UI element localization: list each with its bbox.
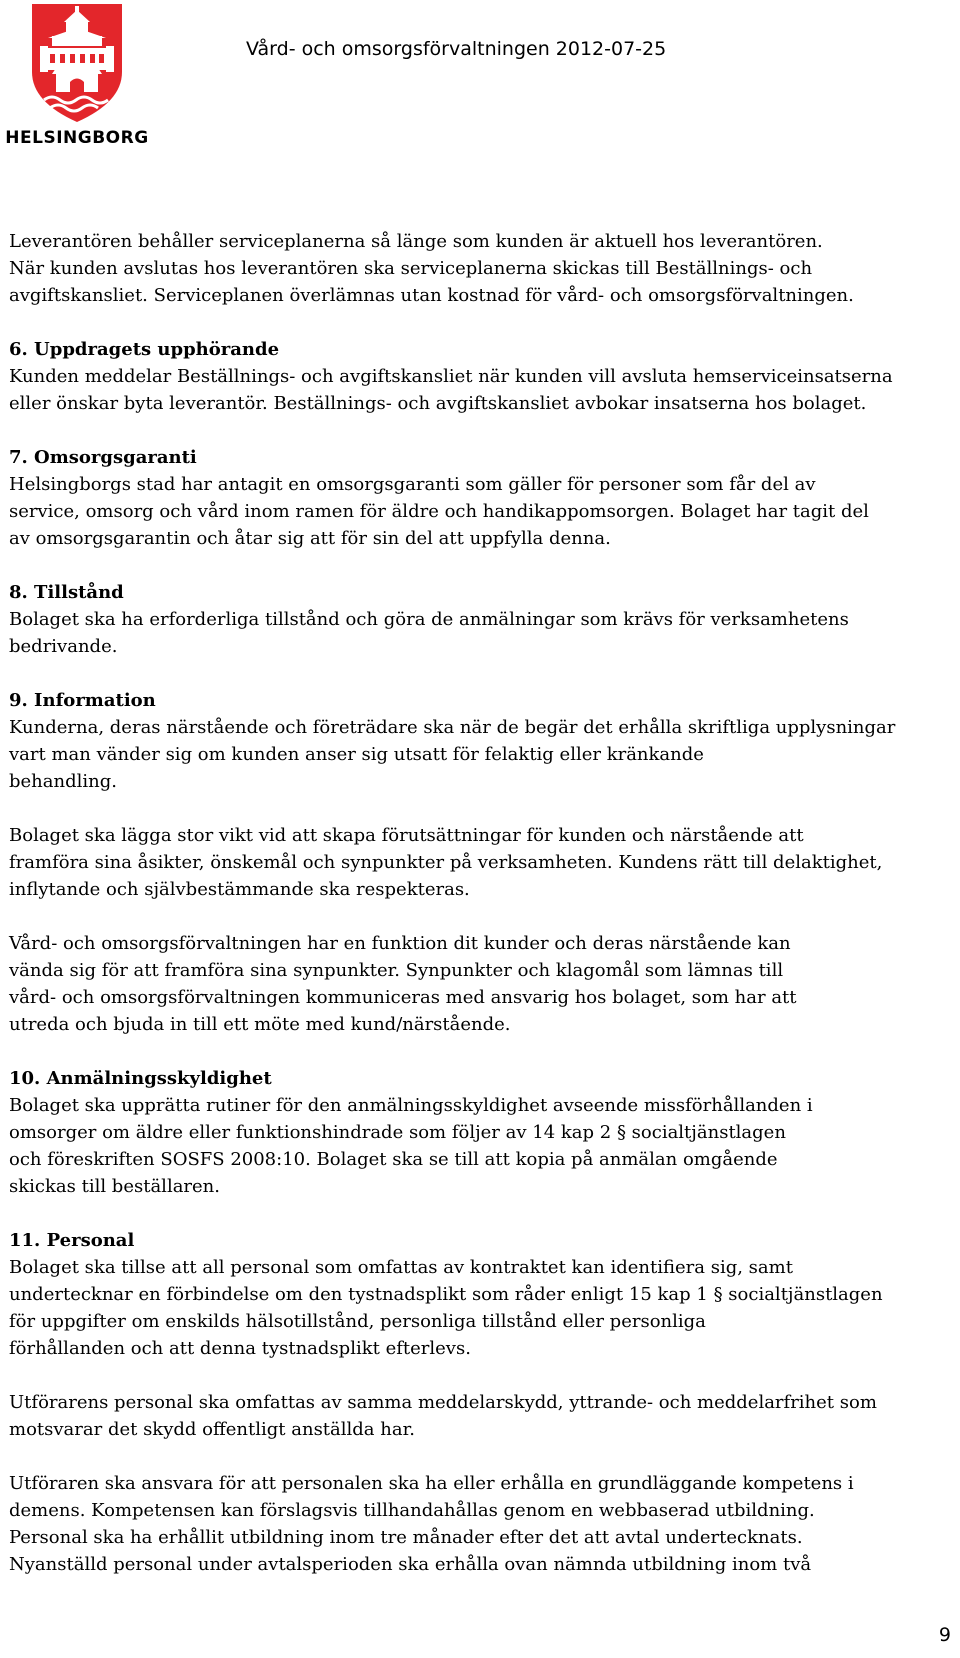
text-line: undertecknar en förbindelse om den tystnadsplikt som råder enligt 15 kap 1 § socialtjänstlagen xyxy=(9,1284,883,1305)
text-line: Nyanställd personal under avtalsperioden ska erhålla ovan nämnda utbildning inom två xyxy=(9,1554,812,1575)
section-heading: 10. Anmälningsskyldighet xyxy=(9,1068,272,1089)
page-number: 9 xyxy=(938,1624,951,1646)
text-line: omsorger om äldre eller funktionshindrade som följer av 14 kap 2 § socialtjänstlagen xyxy=(9,1122,786,1143)
text-line: behandling. xyxy=(9,771,117,792)
coat-of-arms-icon xyxy=(4,2,150,126)
section-9 xyxy=(9,687,954,795)
section-11-paragraph-3 xyxy=(9,1470,954,1578)
section-6 xyxy=(9,336,954,417)
text-line: Helsingborgs stad har antagit en omsorgsgaranti som gäller för personer som får del av xyxy=(9,474,816,495)
text-line: skickas till beställaren. xyxy=(9,1176,220,1197)
text-line: Kunderna, deras närstående och företrädare ska när de begär det erhålla skriftliga upplysningar xyxy=(9,717,896,738)
helsingborg-logo xyxy=(4,2,150,150)
text-line: Bolaget ska tillse att all personal som omfattas av kontraktet kan identifiera sig, samt xyxy=(9,1257,793,1278)
section-heading: 11. Personal xyxy=(9,1230,135,1251)
text-line: och föreskriften SOSFS 2008:10. Bolaget ska se till att kopia på anmälan omgående xyxy=(9,1149,778,1170)
section-10 xyxy=(9,1065,954,1200)
section-heading: 9. Information xyxy=(9,690,156,711)
text-line: av omsorgsgarantin och åtar sig att för sin del att uppfylla denna. xyxy=(9,528,611,549)
text-line: service, omsorg och vård inom ramen för äldre och handikappomsorgen. Bolaget har tagit del xyxy=(9,501,869,522)
text-line: eller önskar byta leverantör. Beställnings- och avgiftskansliet avbokar insatserna hos bolaget. xyxy=(9,393,867,414)
logo-wordmark: HELSINGBORG xyxy=(5,128,149,148)
text-line: Vård- och omsorgsförvaltningen har en funktion dit kunder och deras närstående kan xyxy=(9,933,791,954)
section-9-paragraph-2 xyxy=(9,822,954,903)
text-line: för uppgifter om enskilds hälsotillstånd, personliga tillstånd eller personliga xyxy=(9,1311,706,1332)
section-11-paragraph-2 xyxy=(9,1389,954,1443)
section-heading: 8. Tillstånd xyxy=(9,582,124,603)
text-line: utreda och bjuda in till ett möte med kund/närstående. xyxy=(9,1014,511,1035)
text-line: motsvarar det skydd offentligt anställda har. xyxy=(9,1419,415,1440)
text-line: Utföraren ska ansvara för att personalen ska ha eller erhålla en grundläggande kompetens i xyxy=(9,1473,854,1494)
text-line: När kunden avslutas hos leverantören ska serviceplanerna skickas till Beställnings- och xyxy=(9,258,813,279)
text-line: Leverantören behåller serviceplanerna så länge som kunden är aktuell hos leverantören. xyxy=(9,231,823,252)
text-line: inflytande och självbestämmande ska respekteras. xyxy=(9,879,470,900)
document-header-title: Vård- och omsorgsförvaltningen 2012-07-25 xyxy=(246,38,667,60)
text-line: framföra sina åsikter, önskemål och synpunkter på verksamheten. Kundens rätt till delaktighet, xyxy=(9,852,883,873)
text-line: Bolaget ska ha erforderliga tillstånd och göra de anmälningar som krävs för verksamhetens xyxy=(9,609,849,630)
text-line: vård- och omsorgsförvaltningen kommuniceras med ansvarig hos bolaget, som har att xyxy=(9,987,797,1008)
text-line: vända sig för att framföra sina synpunkter. Synpunkter och klagomål som lämnas till xyxy=(9,960,784,981)
text-line: bedrivande. xyxy=(9,636,118,657)
document-body xyxy=(9,228,954,1578)
text-line: demens. Kompetensen kan förslagsvis tillhandahållas genom en webbaserad utbildning. xyxy=(9,1500,815,1521)
intro-paragraph xyxy=(9,228,954,309)
text-line: avgiftskansliet. Serviceplanen överlämnas utan kostnad för vård- och omsorgsförvaltningen. xyxy=(9,285,854,306)
text-line: Bolaget ska upprätta rutiner för den anmälningsskyldighet avseende missförhållanden i xyxy=(9,1095,813,1116)
section-heading: 7. Omsorgsgaranti xyxy=(9,447,197,468)
text-line: Bolaget ska lägga stor vikt vid att skapa förutsättningar för kunden och närstående att xyxy=(9,825,804,846)
section-9-paragraph-3 xyxy=(9,930,954,1038)
text-line: Personal ska ha erhållit utbildning inom tre månader efter det att avtal undertecknats. xyxy=(9,1527,803,1548)
text-line: förhållanden och att denna tystnadsplikt efterlevs. xyxy=(9,1338,471,1359)
text-line: Utförarens personal ska omfattas av samma meddelarskydd, yttrande- och meddelarfrihet som xyxy=(9,1392,877,1413)
text-line: vart man vänder sig om kunden anser sig utsatt för felaktig eller kränkande xyxy=(9,744,704,765)
section-8 xyxy=(9,579,954,660)
section-11 xyxy=(9,1227,954,1362)
text-line: Kunden meddelar Beställnings- och avgiftskansliet när kunden vill avsluta hemserviceinsatserna xyxy=(9,366,893,387)
section-7 xyxy=(9,444,954,552)
section-heading: 6. Uppdragets upphörande xyxy=(9,339,280,360)
